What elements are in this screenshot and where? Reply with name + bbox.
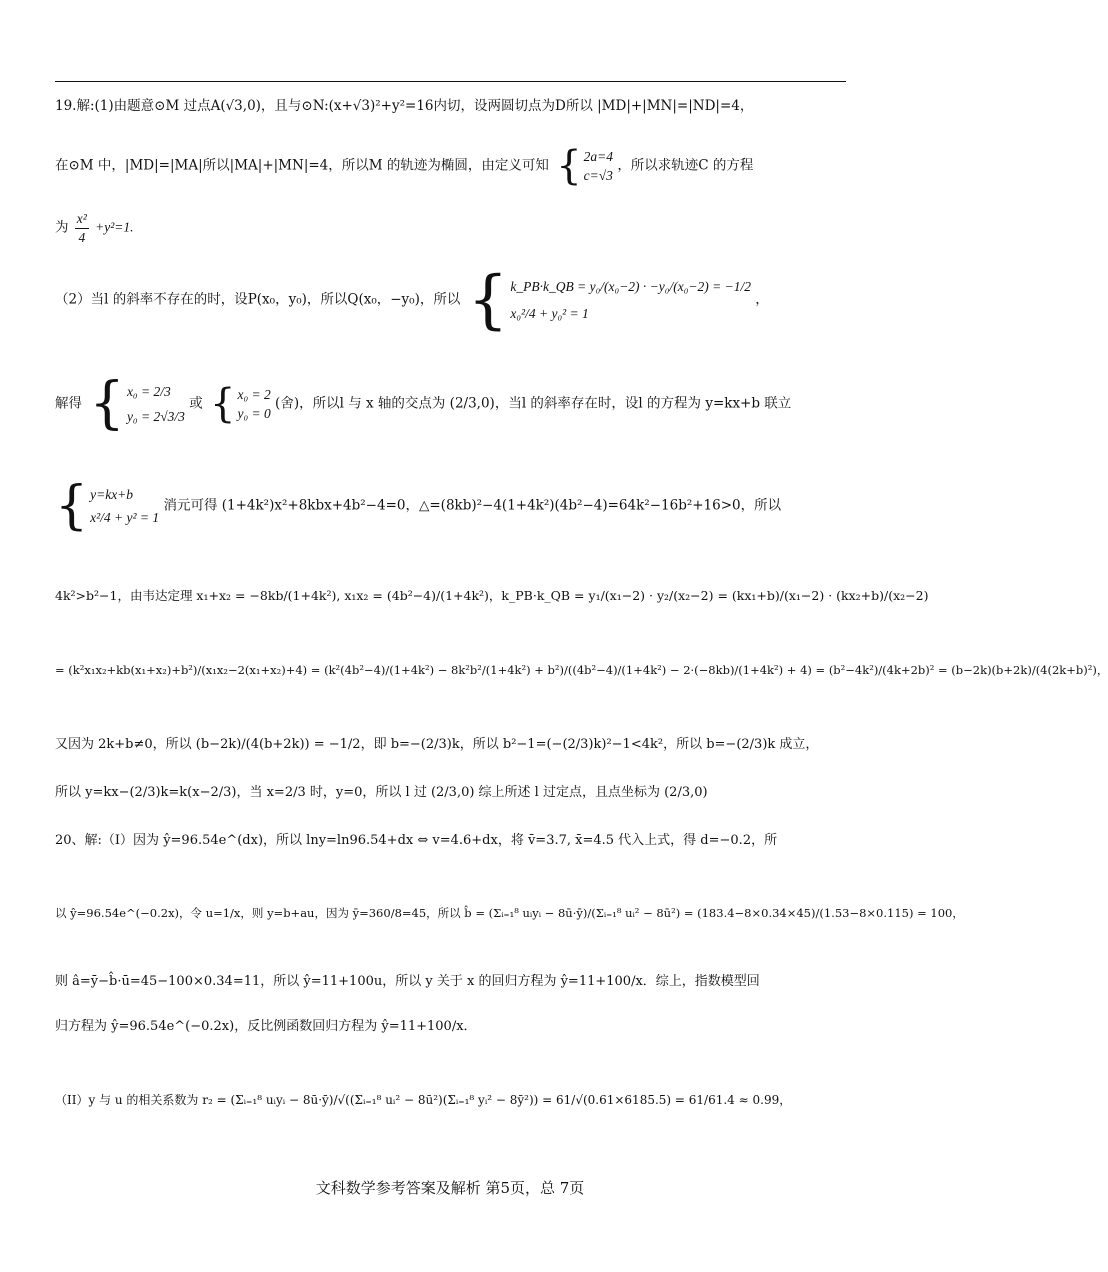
q20-line-2: 以 ŷ=96.54e^(−0.2x)，令 u=1/x，则 y=b+au，因为 ȳ=360/8=45，所以 b̂ = (Σᵢ₌₁⁸ uᵢyᵢ − 8ū·ȳ)/(Σᵢ₌₁⁸ uᵢ² − 8ū²) = (183.4−8×0.34×45)/(1.53−8×0.115) = 100， — [55, 906, 964, 920]
system-row: x₀ = 2 — [237, 386, 271, 402]
system-row: y₀ = 2√3/3 — [126, 409, 185, 424]
q19-line-8: = (k²x₁x₂+kb(x₁+x₂)+b²)/(x₁x₂−2(x₁+x₂)+4) = (k²(4b²−4)/(1+4k²) − 8k²b²/(1+4k²) + b²)/((4b²−4)/(1+4k²) − 2·(−8kb)/(1+4k²) + 4) = (b²−4k²)/(4k+2b)² = (b−2k)(b+2k)/(4(2k+b)²)， — [55, 663, 1108, 677]
system-solution-1 — [89, 371, 185, 436]
system-row: x²/4 + y² = 1 — [90, 510, 160, 525]
brace-icon: { — [55, 476, 89, 536]
q19-line-1: 19.解:(1)由题意⊙M 过点A(√3,0)，且与⊙N:(x+√3)²+y²=16内切，设两圆切点为D所以 |MD|+|MN|=|ND|=4， — [55, 98, 754, 114]
system-line-ellipse — [55, 476, 160, 536]
page-footer: 文科数学参考答案及解析 第5页，总 7页 — [315, 1179, 585, 1197]
system-solution-2 — [210, 381, 271, 427]
fraction — [75, 212, 89, 244]
q19-line-3-pre: 为 — [55, 219, 69, 236]
header-rule — [55, 81, 846, 82]
q19-line-6 — [55, 476, 782, 536]
system-row: c=√3 — [583, 168, 613, 183]
brace-icon: { — [89, 371, 125, 436]
q19-line-4 — [55, 263, 769, 337]
q19-line-2-pre: 在⊙M 中，|MD|=|MA|所以|MA|+|MN|=4，所以M 的轨迹为椭圆，由定义可知 — [55, 157, 549, 174]
q19-line-3 — [55, 212, 134, 244]
system-a-c — [556, 143, 614, 189]
system-row: x₀²/4 + y₀² = 1 — [510, 306, 589, 321]
brace-icon: { — [467, 263, 509, 337]
q19-line-3-post: +y²=1. — [95, 219, 134, 235]
q19-line-10: 所以 y=kx−(2/3)k=k(x−2/3)，当 x=2/3 时，y=0，所以 l 过 (2/3,0) 综上所述 l 过定点，且点坐标为 (2/3,0) — [55, 785, 708, 800]
system-row: y=kx+b — [90, 486, 134, 502]
q19-line-5 — [55, 371, 792, 436]
q19-line-6-post: 消元可得 (1+4k²)x²+8kbx+4b²−4=0，△=(8kb)²−4(1+4k²)(4b²−4)=64k²−16b²+16>0，所以 — [163, 497, 782, 514]
q19-line-4-pre: （2）当l 的斜率不存在的时，设P(x₀，y₀)，所以Q(x₀，−y₀)，所以 — [55, 291, 461, 308]
q19-line-5-or: 或 — [189, 395, 203, 412]
brace-icon: { — [556, 143, 582, 189]
system-row: 2a=4 — [583, 148, 614, 164]
system-row: y₀ = 0 — [237, 406, 271, 421]
fraction-numerator: x² — [75, 212, 89, 229]
q19-line-9: 又因为 2k+b≠0，所以 (b−2k)/(4(b+2k)) = −1/2，即 b=−(2/3)k，所以 b²−1=(−(2/3)k)²−1<4k²，所以 b=−(2/3)k 成立， — [55, 737, 819, 752]
q19-line-4-post: ， — [755, 291, 769, 308]
q20-line-3: 则 â=ȳ−b̂·ū=45−100×0.34=11，所以 ŷ=11+100u，所以 y 关于 x 的回归方程为 ŷ=11+100/x．综上，指数模型回 — [55, 974, 760, 989]
q19-line-7: 4k²>b²−1，由韦达定理 x₁+x₂ = −8kb/(1+4k²), x₁x₂ = (4b²−4)/(1+4k²)，k_PB·k_QB = y₁/(x₁−2) · y₂/(x₂−2) = (kx₁+b)/(x₁−2) · (kx₂+b)/(x₂−2) — [55, 588, 929, 603]
q19-line-2-post: ，所以求轨迹C 的方程 — [617, 157, 754, 174]
q19-line-5-pre: 解得 — [55, 395, 82, 412]
q20-line-1: 20、解:（I）因为 ŷ=96.54e^(dx)，所以 lny=ln96.54+dx ⇔ v=4.6+dx，将 v̄=3.7, x̄=4.5 代入上式，得 d=−0.2，所 — [55, 833, 778, 848]
q20-line-5: （II）y 与 u 的相关系数为 r₂ = (Σᵢ₌₁⁸ uᵢyᵢ − 8ū·ȳ)/√((Σᵢ₌₁⁸ uᵢ² − 8ū²)(Σᵢ₌₁⁸ yᵢ² − 8ȳ²)) = 61/√(0.61×6185.5) = 61/61.4 ≈ 0.99， — [55, 1093, 792, 1107]
system-row: x₀ = 2/3 — [126, 383, 171, 399]
fraction-denominator: 4 — [78, 229, 86, 245]
brace-icon: { — [210, 381, 236, 427]
q19-line-2 — [55, 143, 754, 189]
system-row: k_PB·k_QB = y₀/(x₀−2) · −y₀/(x₀−2) = −1/2 — [510, 278, 751, 294]
q20-line-4: 归方程为 ŷ=96.54e^(−0.2x)，反比例函数回归方程为 ŷ=11+100/x． — [55, 1019, 477, 1034]
system-slope — [467, 263, 751, 337]
q19-line-5-post: (舍)，所以l 与 x 轴的交点为 (2/3,0)，当l 的斜率存在时，设l 的方程为 y=kx+b 联立 — [275, 395, 792, 412]
